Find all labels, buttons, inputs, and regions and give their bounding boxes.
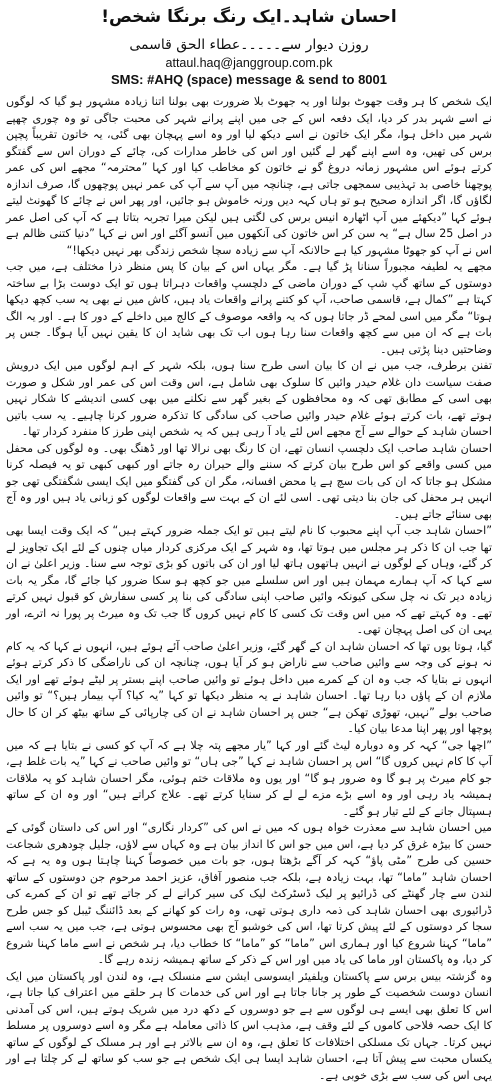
paragraph: گیا، ہوتا یوں تھا کہ احسان شاہد ان کے گھر گئے، وزیر اعلیٰ صاحب آئے ہوئے ہیں، انہوں نے کہا کہ یہ کام نہ ہونے کی وجہ سے وائیں صاحب سے ناراض ہو کر آیا ہوں، چنانچہ ان کی ناراضگی کا ذکر کرتے ہوئے انہوں نے بتایا کہ جب وہ ان کے کمرے میں داخل ہوئے تو وائیں صاحب اپنے بستر پر لیٹے ہوئے تھے اور ایک ملازم ان کے پاؤں دبا رہا تھا۔ احسان شاہد نے یہ منظر دیکھا تو کہا ”یہ کیا؟ آپ بیمار ہیں؟“ تو وائیں صاحب بولے ”نہیں، تھوڑی تھکن ہے“ جس پر احسان شاہد نے ان کی چارپائی کے ساتھ بیٹھ کر ان کا حال پوچھا اور پھر اپنا مدعا بیان کیا۔ xyxy=(6,639,492,738)
paragraph: ایک شخص کا ہر وقت جھوٹ بولنا اور یہ جھوٹ بلا ضرورت بھی بولنا اتنا زیادہ مشہور ہو گیا کہ لوگوں نے اسے شہر بدر کر دیا، ایک دفعہ اس کے جی میں اپنے پرانے شہر کی محبت جاگی تو وہ چوری چھپے شہر میں داخل ہوا، مگر ایک خاتون نے اسے دیکھ لیا اور وہ اسے پہچان بھی گئی، یہ خاتون تقریباً پچپن برس کی تھیں، وہ اسے اپنے گھر لے گئیں اور اس کی خاطر مدارات کی، چائے کے دوران اس سے گفتگو کرتے ہوئے اس مشہور زمانہ دروغ گو نے خاتون کو مخاطب کیا اور کہا ”محترمہ“ مجھے اس کی عمر پوچھنا خاصی بد تہذیبی سمجھی جاتی ہے، چنانچہ میں آپ سے آپ کی عمر نہیں پوچھوں گا، صرف اندازہ لگاؤں گا، اگر اندازہ صحیح ہو تو ہاں کہہ دیں ورنہ خاموش ہو جائیں، اور پھر اس نے چائے کا گھونٹ لیتے ہوئے کہا ”دیکھئے میں آپ اٹھارہ انیس برس کی لگتی ہیں لیکن میرا تجربہ بتاتا ہے کہ آپ کی اصل عمر در اصل 25 سال ہے“ یہ سن کر اس خاتون کی آنکھوں میں آنسو آگئے اور اس نے کہا ”دنیا کتنی ظالم ہے اس نے آپ کو جھوٹا مشہور کیا ہے حالانکہ آپ سے زیادہ سچا شخص زندگی بھر نہیں دیکھا!“ xyxy=(6,94,492,259)
article-title: احسان شاہد۔ایک رنگ برنگا شخص! xyxy=(6,6,492,28)
paragraph: تفنن برطرف، جب میں نے ان کا بیان اسی طرح سنا ہوں، بلکہ شہر کے اہم لوگوں میں ایک درویش صفت سیاست دان غلام حیدر وائیں کا سلوک بھی شامل ہے، اس وقت اس کی عمر اور شکل و صورت بھی اسی کے مطابق تھی کہ وہ محافظوں کے بغیر گھر سے نکلنے میں بھی کسی اندیشے کا شکار نہیں ہوتے تھے، بات کرتے ہوئے غلام حیدر وائیں صاحب کی سادگی کا تذکرہ ضرور کرنا چاہیے۔ یہ سب باتیں احسان شاہد کے حوالے سے آج مجھے اس لئے یاد آ رہی ہیں کہ یہ شخص اپنی طرز کا منفرد کردار تھا۔ xyxy=(6,358,492,441)
author-email: attaul.haq@janggroup.com.pk xyxy=(6,55,492,71)
paragraph: وہ گزشتہ بیس برس سے پاکستان ویلفیئر ایسوسی ایشن سے منسلک ہے، وہ لندن اور پاکستان میں ایک انسان دوست شخصیت کے طور پر جانا جاتا ہے اور اس کی خدمات کا ہر حلقے میں اعتراف کیا جاتا ہے، اس کا تعلق بھی ایسے ہی لوگوں سے ہے جو دوسروں کے دکھ درد میں شریک ہوتے ہیں، اس کی آمدنی کا ایک حصہ فلاحی کاموں کے لئے وقف ہے، مذہب اس کا ذاتی معاملہ ہے مگر وہ اسے دوسروں پر مسلط نہیں کرتا۔ جہاں تک مسلکی اختلافات کا تعلق ہے، وہ ان سے بالاتر ہے اور ہر مسلک کے لوگوں کے ساتھ یکساں محبت سے پیش آتا ہے، احسان شاہد ایسا ہی ایک شخص ہے جو سب کو ساتھ لے کر چلتا ہے اور یہی اس کی سب سے بڑی خوبی ہے۔ xyxy=(6,969,492,1084)
paragraph: ”احسان شاہد جب آپ اپنے محبوب کا نام لیتے ہیں تو ایک جملہ ضرور کہتے ہیں“ کہ ایک وقت ایسا بھی تھا جب ان کا ذکر ہر مجلس میں ہوتا تھا، وہ شہر کے ایک مرکزی کردار میاں چنوں کے لئے ایک تجاویز لے کر گئے، وہاں کے لوگوں نے انہیں ہاتھوں ہاتھ لیا اور ان کی باتوں کو بڑی توجہ سے سنا۔ وزیر اعلیٰ نے ان سے کہا کہ آپ ہمارے مہمان ہیں اور اس سلسلے میں جو کچھ ہو سکا ضرور کیا جائے گا، مگر یہ بات زیادہ دیر تک نہ چل سکی کیونکہ وائیں صاحب اپنی سادگی کی بنا پر کسی سفارش کو قبول نہیں کرتے تھے۔ وہ کہتے تھے کہ میں اس وقت تک کسی کا کام نہیں کروں گا جب تک وہ میرٹ پر پورا نہ اترے، اور یہی ان کی اصل پہچان تھی۔ xyxy=(6,523,492,639)
paragraph: مجھے یہ لطیفہ مجبوراً سنانا پڑ گیا ہے۔ مگر یہاں اس کے بیان کا پس منظر ذرا مختلف ہے، میں جب دوستوں کے ساتھ گپ شپ کے دوران ماضی کے دلچسپ واقعات دہراتا ہوں تو ایک دوست بڑا بے ساختہ کہتا ہے ”کمال ہے، قاسمی صاحب، آپ کو کتنے پرانے واقعات یاد ہیں، کاش میں نے بھی یہ سب کچھ دیکھا ہوتا“ مگر میں اسی لمحے ڈر جاتا ہوں کہ یہ واقعہ موصوف کے کالج میں داخلے کے دور کا ہے۔ اور یہ الگ بات ہے کہ ان میں سے کچھ واقعات سنا رہا ہوں اب تک بھی شاید ان کا یقین نہیں آیا ہوگا۔ جس پر وضاحتیں دینا پڑتی ہیں۔ xyxy=(6,259,492,358)
sms-instruction: SMS: #AHQ (space) message & send to 8001 xyxy=(6,71,492,88)
paragraph: ”اچھا جی“ کہہ کر وہ دوبارہ لیٹ گئے اور کہا ”یار مجھے پتہ چلا ہے کہ آپ کو کسی نے بتایا ہے کہ میں آپ کا کام نہیں کروں گا“ اس پر احسان شاہد نے کہا ”جی ہاں“ تو وائیں صاحب نے کہا ”یہ بات غلط ہے، جو کام میرٹ پر ہو گا وہ ضرور ہو گا“ اور یوں وہ ملاقات ختم ہوئی، مگر احسان شاہد کو یہ ملاقات ہمیشہ یاد رہی اور وہ اسے بڑے مزے لے لے کر سنایا کرتے تھے۔ علاج کراتے ہیں“ اور وہ ان کے ساتھ ہسپتال جانے کے لئے تیار ہو گئے۔ xyxy=(6,738,492,821)
article-body xyxy=(6,94,492,1084)
paragraph: میں احسان شاہد سے معذرت خواہ ہوں کہ میں نے اس کی ”کردار نگاری“ اور اس کی داستان گوئی کے حسن کا بیڑہ غرق کر دیا ہے، اس میں جو اس کا انداز بیان ہے وہ کہاں سے لاؤں، جلیل چودھری شجاعت حسین کی طرح ”مٹی پاؤ“ کہہ کر آگے بڑھتا ہوں، جو بات میں خصوصاً کہنا چاہتا ہوں وہ یہ ہے کہ احسان شاہد ”ماما“ تھا، بہت زیادہ ہے، بلکہ جب منصور آفاق، عزیز احمد مرحوم جن دوستوں کے ساتھ لندن سے چار گھنٹے کی ڈرائیو پر لیک ڈسٹرکٹ لیک کی سیر کرانے لے کر جاتے تھے تو ان کے کمرے کی ڈرائیوری بھی احسان شاہد کی ذمہ داری ہوتی تھی، وہ رات کو کھانے کے بعد ڈائننگ ٹیبل کو جس طرح سجا کر دوستوں کے لئے پیش کرتا تھا، اس کی خوشبو آج بھی محسوس ہوتی ہے، جب میں یہ سب اسے ”ماما“ کہنا شروع کیا اور ہماری اس ”ماما“ کو ”ماما“ کا خطاب دیا، ہر شخص نے اسے ماما کہنا شروع کر دیا، وہ پاکستان اور ماما کی یاد میں اور اس کے ذکر کے ساتھ ہمیشہ زندہ رہے گا۔ xyxy=(6,820,492,969)
paragraph: احسان شاہد صاحب ایک دلچسپ انسان تھے، ان کا رنگ بھی نرالا تھا اور ڈھنگ بھی۔ وہ لوگوں کی محفل میں کسی واقعے کو اس طرح بیان کرتے کہ سننے والے حیران رہ جاتے اور کبھی کبھی تو یہ فیصلہ کرنا مشکل ہو جاتا کہ ان کی بات سچ ہے یا محض افسانہ، مگر ان کی گفتگو میں ایک ایسی شگفتگی تھی جو انہیں ہر محفل کی جان بنا دیتی تھی۔ اسی لئے ان کے بہت سے واقعات لوگوں کو زبانی یاد ہیں اور وہ آج بھی سنائے جاتے ہیں۔ xyxy=(6,441,492,524)
byline-block xyxy=(6,36,492,88)
column-byline: روزن دیوار سے۔۔۔۔۔عطاء الحق قاسمی xyxy=(6,36,492,55)
